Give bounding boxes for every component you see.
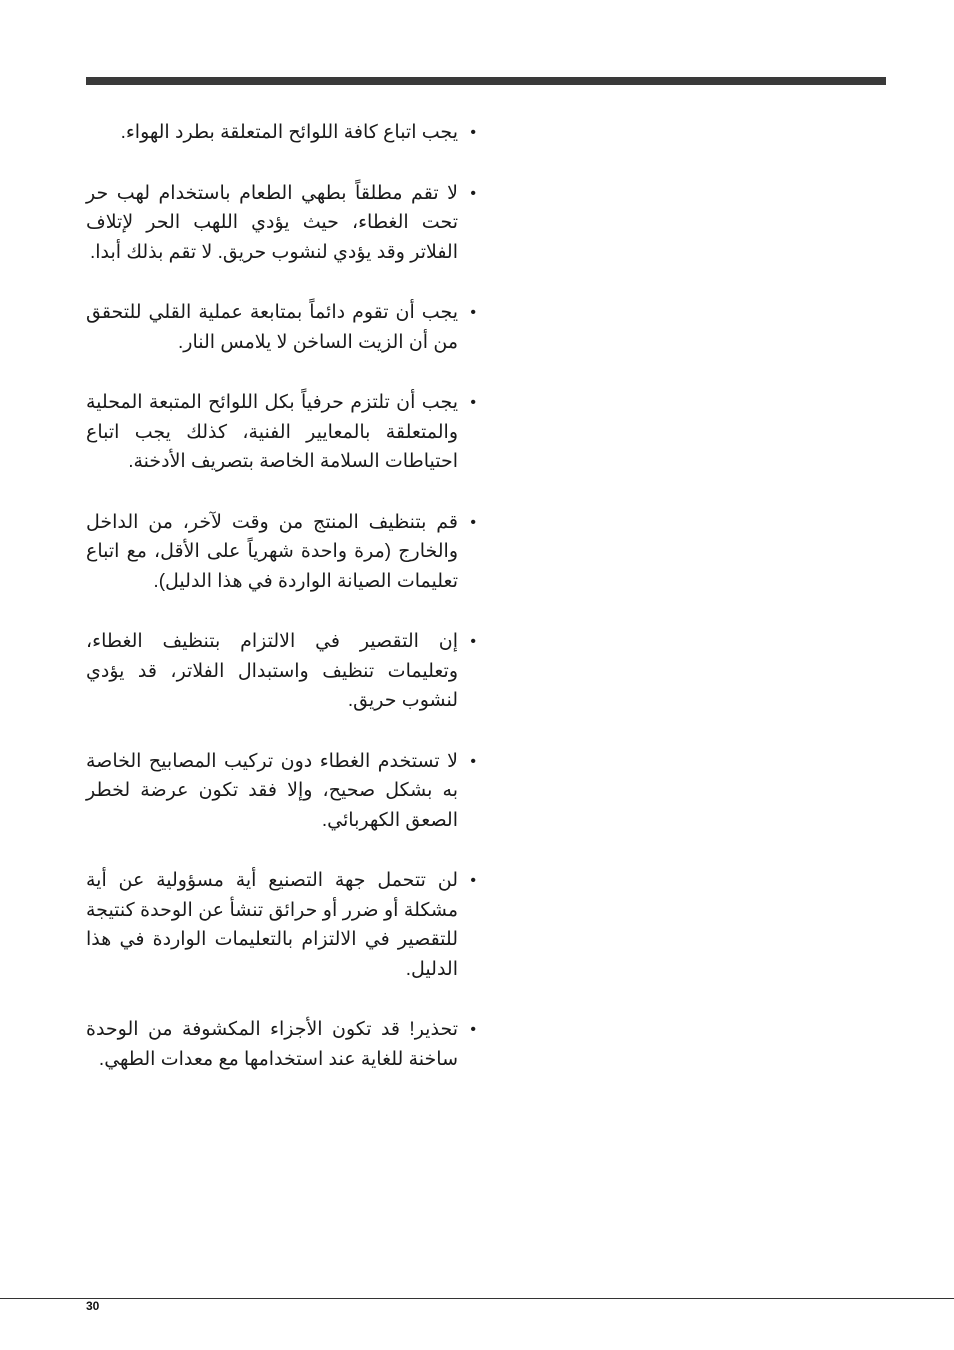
header-rule bbox=[86, 77, 886, 85]
list-item bbox=[86, 118, 476, 148]
list-item-text: يجب أن تقوم دائماً بمتابعة عملية القلي للتحقق من أن الزيت الساخن لا يلامس النار. bbox=[86, 302, 458, 353]
page-number: 30 bbox=[86, 1299, 100, 1313]
list-item-text: لن تتحمل جهة التصنيع أية مسؤولية عن أية مشكلة أو ضرر أو حرائق تنشأ عن الوحدة كنتيجة للتقصير في الالتزام بالتعليمات الواردة في هذا الدليل. bbox=[86, 870, 458, 980]
list-item-text: يجب أن تلتزم حرفياً بكل اللوائح المتبعة المحلية والمتعلقة بالمعايير الفنية، كذلك يجب اتباع احتياطات السلامة الخاصة بتصريف الأدخنة. bbox=[86, 392, 458, 472]
bullet-icon: • bbox=[470, 513, 476, 531]
list-item bbox=[86, 298, 476, 357]
list-item bbox=[86, 1015, 476, 1074]
bullet-list bbox=[86, 118, 476, 1074]
footer-rule bbox=[0, 1298, 954, 1299]
list-item bbox=[86, 508, 476, 597]
list-item-text: لا تقم مطلقاً بطهي الطعام باستخدام لهب حر تحت الغطاء، حيث يؤدي اللهب الحر لإتلاف الفلاتر وقد يؤدي لنشوب حريق. لا تقم بذلك أبدا. bbox=[86, 182, 458, 263]
list-item bbox=[86, 388, 476, 477]
bullet-icon: • bbox=[470, 304, 476, 321]
list-item bbox=[86, 747, 476, 836]
bullet-icon: • bbox=[470, 394, 476, 411]
list-item bbox=[86, 866, 476, 984]
list-item-text: يجب اتباع كافة اللوائح المتعلقة بطرد الهواء. bbox=[120, 122, 458, 143]
safety-instructions bbox=[86, 118, 476, 1105]
bullet-icon: • bbox=[470, 1021, 476, 1038]
bullet-icon: • bbox=[470, 184, 476, 202]
bullet-icon: • bbox=[470, 124, 476, 141]
list-item-text: تحذير! قد تكون الأجزاء المكشوفة من الوحدة ساخنة للغاية عند استخدامها مع معدات الطهي. bbox=[86, 1019, 458, 1070]
bullet-icon: • bbox=[470, 872, 476, 889]
bullet-icon: • bbox=[470, 633, 476, 650]
bullet-icon: • bbox=[470, 752, 476, 770]
list-item bbox=[86, 179, 476, 268]
list-item-text: لا تستخدم الغطاء دون تركيب المصابيح الخاصة به بشكل صحيح، وإلا فقد تكون عرضة لخطر الصعق الكهربائي. bbox=[86, 750, 458, 831]
list-item-text: قم بتنظيف المنتج من وقت لآخر، من الداخل والخارج (مرة واحدة شهرياً على الأقل، مع اتباع تعليمات الصيانة الواردة في هذا الدليل). bbox=[86, 511, 458, 592]
list-item-text: إن التقصير في الالتزام بتنظيف الغطاء، وتعليمات تنظيف واستبدال الفلاتر، قد يؤدي لنشوب حريق. bbox=[86, 631, 458, 711]
list-item bbox=[86, 627, 476, 716]
